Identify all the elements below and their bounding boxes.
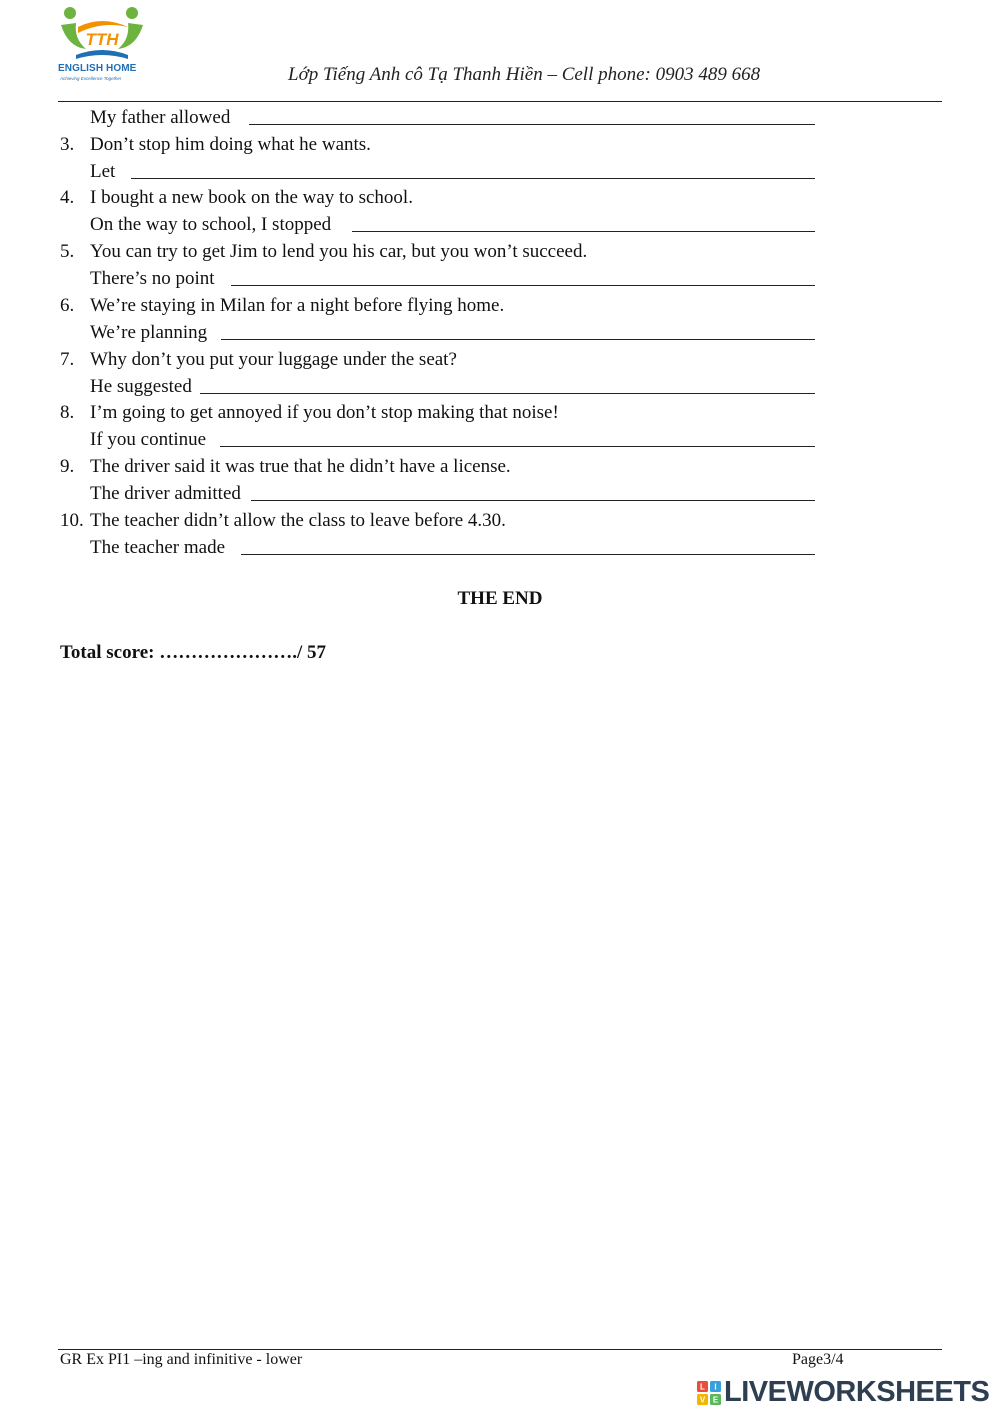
answer-blank[interactable] (231, 285, 815, 286)
footer-divider (58, 1349, 942, 1350)
footer-document-title: GR Ex PI1 –ing and infinitive - lower (60, 1351, 303, 1368)
exercise-item-9 (0, 453, 1000, 480)
footer-page-number: Page3/4 (792, 1351, 844, 1368)
exercise-item-6-answer-line (0, 319, 1000, 346)
item-sentence: Don’t stop him doing what he wants. (90, 134, 371, 155)
exercise-item-3 (0, 131, 1000, 158)
item-number: 7. (60, 349, 75, 370)
exercise-item-3-answer-line (0, 158, 1000, 185)
answer-blank[interactable] (221, 339, 815, 340)
the-end-heading: THE END (457, 588, 543, 609)
liveworksheets-watermark: LIVEWORKSHEETS (724, 1376, 990, 1408)
answer-prompt: On the way to school, I stopped (90, 214, 332, 235)
answer-prompt: He suggested (90, 376, 192, 397)
item-sentence: Why don’t you put your luggage under the seat? (90, 349, 457, 370)
answer-blank[interactable] (200, 393, 815, 394)
item-sentence: We’re staying in Milan for a night before flying home. (90, 295, 505, 316)
exercise-item-7 (0, 346, 1000, 373)
header-contact: Lớp Tiếng Anh cô Tạ Thanh Hiền – Cell phone: 0903 489 668 (288, 64, 761, 85)
logo-person-right-head (126, 7, 138, 19)
logo-tagline: Achieving Excellence Together (60, 76, 122, 81)
exercise-item-10-answer-line (0, 534, 1000, 561)
item-number: 5. (60, 241, 75, 262)
answer-prompt: Let (90, 161, 116, 182)
item-number: 4. (60, 187, 75, 208)
answer-prompt: My father allowed (90, 107, 231, 128)
exercise-item-8 (0, 399, 1000, 426)
svg-text:E: E (712, 1395, 719, 1405)
logo-book (76, 50, 128, 59)
answer-prompt: The teacher made (90, 537, 226, 558)
answer-prompt: If you continue (90, 429, 207, 450)
svg-text:V: V (699, 1395, 706, 1405)
answer-blank[interactable] (249, 124, 815, 125)
item-number: 9. (60, 456, 75, 477)
exercise-item-2-answer-line (0, 104, 1000, 131)
item-number: 3. (60, 134, 75, 155)
svg-text:I: I (714, 1382, 717, 1392)
exercise-item-8-answer-line (0, 426, 1000, 453)
item-sentence: I bought a new book on the way to school. (90, 187, 413, 208)
answer-blank[interactable] (251, 500, 815, 501)
answer-blank[interactable] (352, 231, 815, 232)
exercise-item-5-answer-line (0, 265, 1000, 292)
exercise-item-9-answer-line (0, 480, 1000, 507)
answer-blank[interactable] (241, 554, 815, 555)
item-sentence: The driver said it was true that he didn’t have a license. (90, 456, 511, 477)
item-sentence: You can try to get Jim to lend you his car, but you won’t succeed. (90, 241, 588, 262)
exercise-item-4-answer-line (0, 211, 1000, 238)
logo-letters: TTH (85, 30, 119, 49)
answer-prompt: There’s no point (90, 268, 215, 289)
exercise-item-5 (0, 238, 1000, 265)
exercise-item-10 (0, 507, 1000, 534)
answer-blank[interactable] (131, 178, 815, 179)
exercise-item-7-answer-line (0, 373, 1000, 400)
answer-prompt: The driver admitted (90, 483, 241, 504)
liveworksheets-logo-icon (697, 1381, 721, 1405)
logo-brand-text: ENGLISH HOME (58, 63, 137, 74)
exercise-item-4 (0, 184, 1000, 211)
exercise-item-6 (0, 292, 1000, 319)
item-sentence: The teacher didn’t allow the class to leave before 4.30. (90, 510, 506, 531)
item-number: 8. (60, 402, 75, 423)
total-score: Total score: …………………./ 57 (60, 642, 326, 663)
svg-text:L: L (700, 1382, 705, 1392)
header-divider (58, 101, 942, 102)
item-number: 6. (60, 295, 75, 316)
logo-person-left-head (64, 7, 76, 19)
logo-person-right-arm (118, 23, 143, 49)
item-sentence: I’m going to get annoyed if you don’t stop making that noise! (90, 402, 559, 423)
answer-blank[interactable] (220, 446, 815, 447)
item-number: 10. (60, 510, 84, 531)
answer-prompt: We’re planning (90, 322, 208, 343)
